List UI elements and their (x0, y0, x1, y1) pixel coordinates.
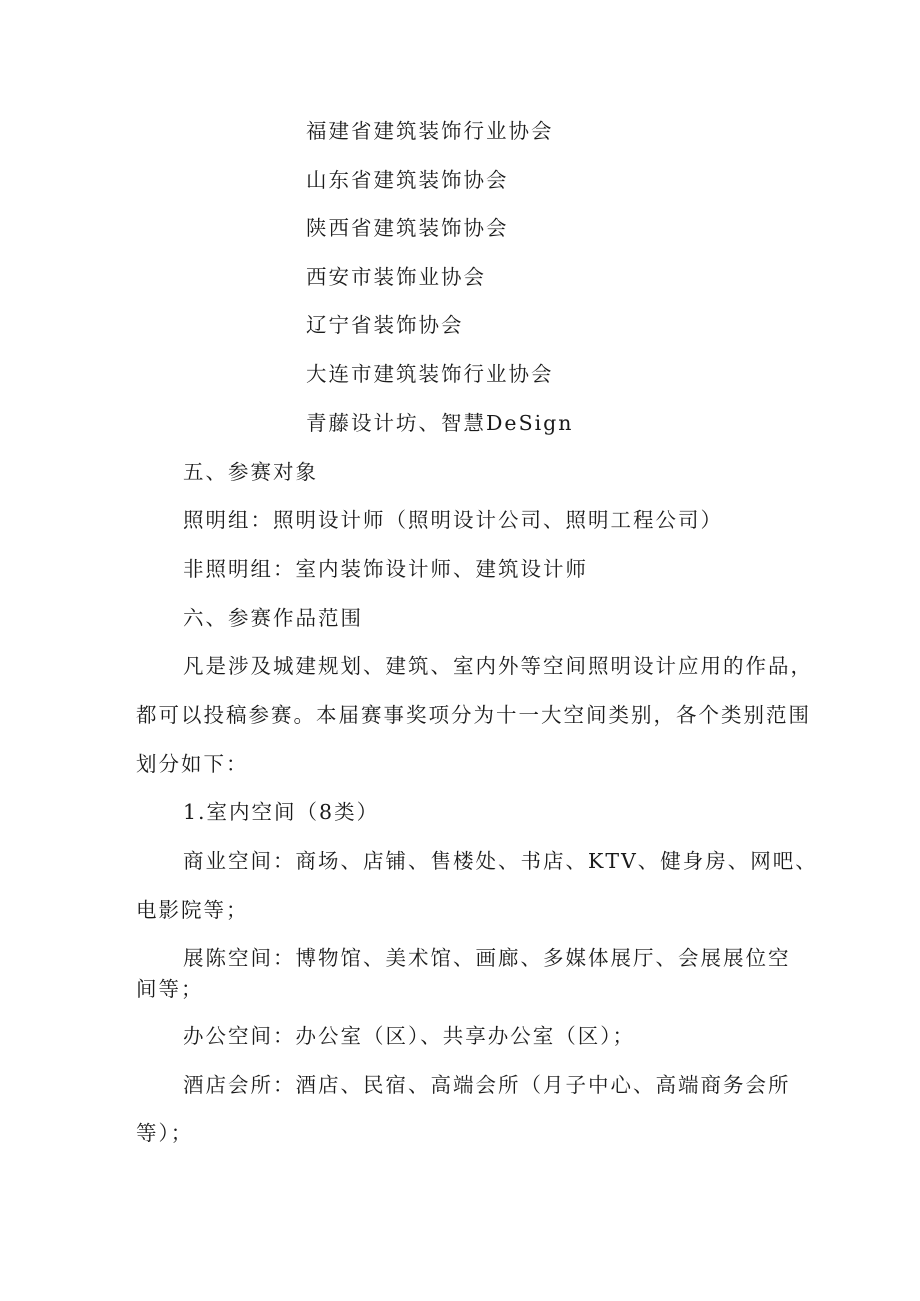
organizer-item: 陕西省建筑装饰协会 (306, 216, 509, 240)
subheading-indoor-space: 1.室内空间（8类） (183, 800, 380, 824)
organizer-item: 福建省建筑装饰行业协会 (306, 119, 554, 143)
organizer-item: 辽宁省装饰协会 (306, 313, 464, 337)
scope-intro-line: 凡是涉及城建规划、建筑、室内外等空间照明设计应用的作品， (183, 654, 813, 678)
exhibition-space-text: 展陈空间：博物馆、美术馆、画廊、多媒体展厅、会展展位空 (183, 946, 791, 970)
scope-intro-line: 划分如下： (136, 752, 249, 776)
scope-intro-line: 都可以投稿参赛。本届赛事奖项分为十一大空间类别，各个类别范围 (136, 703, 811, 727)
section-heading-scope: 六、参赛作品范围 (183, 606, 363, 630)
exhibition-space-text: 间等； (136, 977, 204, 1001)
organizer-item: 西安市装饰业协会 (306, 265, 486, 289)
organizer-item: 大连市建筑装饰行业协会 (306, 362, 554, 386)
section-heading-participants: 五、参赛对象 (183, 460, 318, 484)
commercial-space-text: 商业空间：商场、店铺、售楼处、书店、KTV、健身房、网吧、 (183, 849, 818, 873)
non-lighting-group-text: 非照明组：室内装饰设计师、建筑设计师 (183, 557, 588, 581)
commercial-space-text: 电影院等； (136, 898, 249, 922)
hotel-club-text: 等）； (136, 1121, 194, 1145)
lighting-group-text: 照明组：照明设计师（照明设计公司、照明工程公司） (183, 508, 723, 532)
organizer-item: 青藤设计坊、智慧DeSign (306, 411, 574, 435)
organizer-item: 山东省建筑装饰协会 (306, 168, 509, 192)
office-space-text: 办公空间：办公室（区）、共享办公室（区）； (183, 1024, 635, 1048)
hotel-club-text: 酒店会所：酒店、民宿、高端会所（月子中心、高端商务会所 (183, 1073, 791, 1097)
